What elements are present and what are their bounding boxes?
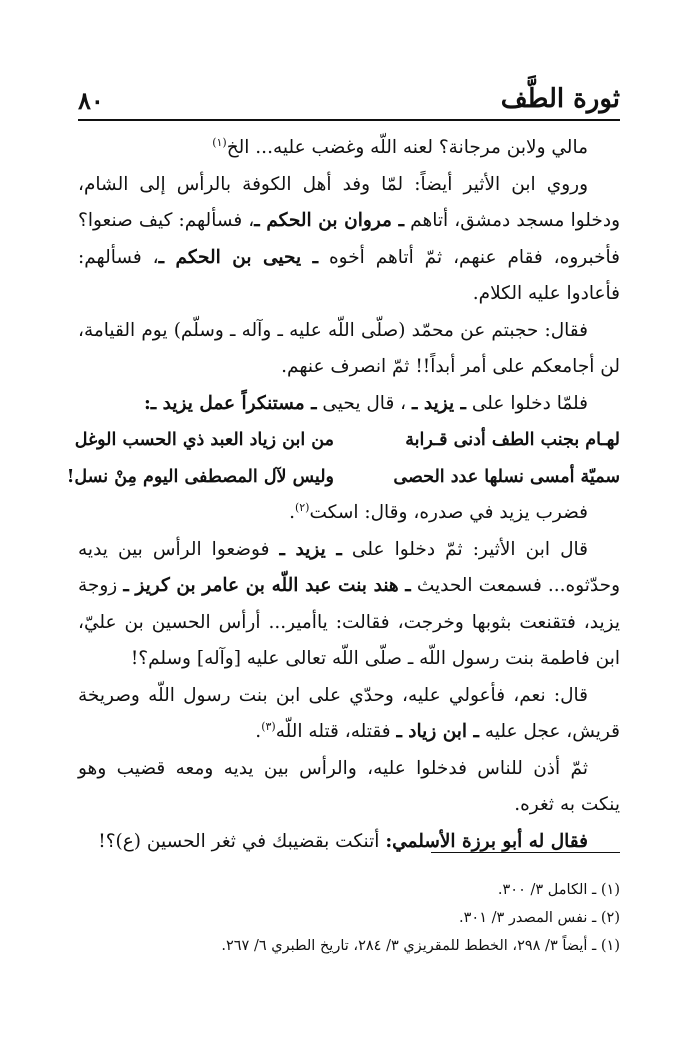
name-yahya: ـ يحيى بن الحكم ـ [158,246,319,268]
paragraph-2 [78,167,620,313]
footnotes [150,876,620,960]
p7-text: قال: نعم، فأعولي عليه، وحدّي على ابن بنت رسول اللّه وصريخة قريش، عجل عليه [78,684,620,742]
paragraph-7 [78,678,620,751]
p2-mid: ، فسألهم: كيف صنعوا؟ فأخبروه، فقام عنهم، ثمّ أتاهم أخوه [78,210,620,268]
name-ibn-ziyad: ـ ابن زياد ـ [396,721,479,742]
footnote-ref-3: (٣) [261,719,276,733]
footnote-ref-1: (١) [212,135,227,149]
paragraph-4 [78,386,620,423]
verse-1-second-hemistich: من ابن زياد العبد ذي الحسب الوغل [74,430,334,450]
verse-line-1 [74,422,620,459]
running-title: ثورة الطَّف [500,84,620,114]
paragraph-6 [78,532,620,678]
verse-2-second-hemistich: وليس لآل المصطفى اليوم مِنْ نسل! [66,466,334,487]
verse-2-first-hemistich: سميّة أمسى نسلها عدد الحصى [393,466,620,487]
body-text [66,130,621,860]
p6-end: زوجة يزيد، فتقنعت بثوبها وخرجت، فقالت: ياأمير... أرأس الحسين بن عليّ، ابن فاطمة بنت رسول اللّه ـ صلّى اللّه تعالى عليه [وآله] وسلم؟! [78,575,620,669]
verse-line-2 [66,459,620,496]
p4-mid: ، قال يحيى [316,392,413,414]
p1-text: مالي ولابن مرجانة؟ لعنه اللّه وغضب عليه... الخ [226,137,588,158]
p7-end2: . [255,721,262,742]
verse-1-first-hemistich: لهـام بجنب الطف أدنى قـرابة [405,430,620,450]
p5-text: فضرب يزيد في صدره، وقال: اسكت [309,502,588,523]
p4-text: فلمّا دخلوا على [465,392,588,414]
p2-end: ، فسألهم: فأعادوا عليه الكلام. [78,246,620,304]
page-header [78,84,620,116]
name-abu-barza: فقال له أبو برزة الأسلمي: [385,830,588,852]
p7-end: فقتله، قتله اللّه [275,721,397,742]
paragraph-9 [78,824,620,861]
footnote-2: (٢) ـ نفس المصدر ٣/ ٣٠١. [459,910,620,926]
header-rule [78,119,620,121]
name-yazid: ـ يزيد ـ [412,392,466,414]
p9-end: أتنكت بقضيبك في ثغر الحسين (ع)؟! [98,830,386,852]
paragraph-5 [78,495,620,532]
p6-text: قال ابن الأثير: ثمّ دخلوا على [341,538,589,560]
name-hind: ـ هند بنت عبد اللّه بن عامر بن كريز ـ [123,575,411,596]
paragraph-8: ثمّ أذن للناس فدخلوا عليه، والرأس بين يديه ومعه قضيب وهو ينكت به ثغره. [78,757,620,815]
footnote-ref-2: (٢) [294,500,310,514]
p4-bold: ـ مستنكراً عمل يزيد ـ: [143,392,317,414]
name-yazid-2: ـ يزيد ـ [279,538,342,560]
p5-end: . [289,502,295,523]
name-marwan: ـ مروان بن الحكم ـ [254,210,405,231]
paragraph-1 [78,130,620,167]
footnote-1: (١) ـ الكامل ٣/ ٣٠٠. [497,882,620,898]
footnote-3: (١) ـ أيضاً ٣/ ٢٩٨، الخطط للمقريزي ٣/ ٢٨٤، تاريخ الطبري ٦/ ٢٦٧. [221,938,620,954]
paragraph-3: فقال: حجبتم عن محمّد (صلّى اللّه عليه ـ وآله ـ وسلّم) يوم القيامة، لن أجامعكم على أمر أبداً!! ثمّ انصرف عنهم. [78,319,620,377]
page-number: ٨٠ [78,86,104,115]
footnote-rule [431,852,620,853]
p2-text: وروي ابن الأثير أيضاً: لمّا وفد أهل الكوفة بالرأس إلى الشام، ودخلوا مسجد دمشق، أتاهم [78,173,620,231]
p6-mid: فوضعوا الرأس بين يديه وحدّثوه... فسمعت الحديث [78,538,621,596]
